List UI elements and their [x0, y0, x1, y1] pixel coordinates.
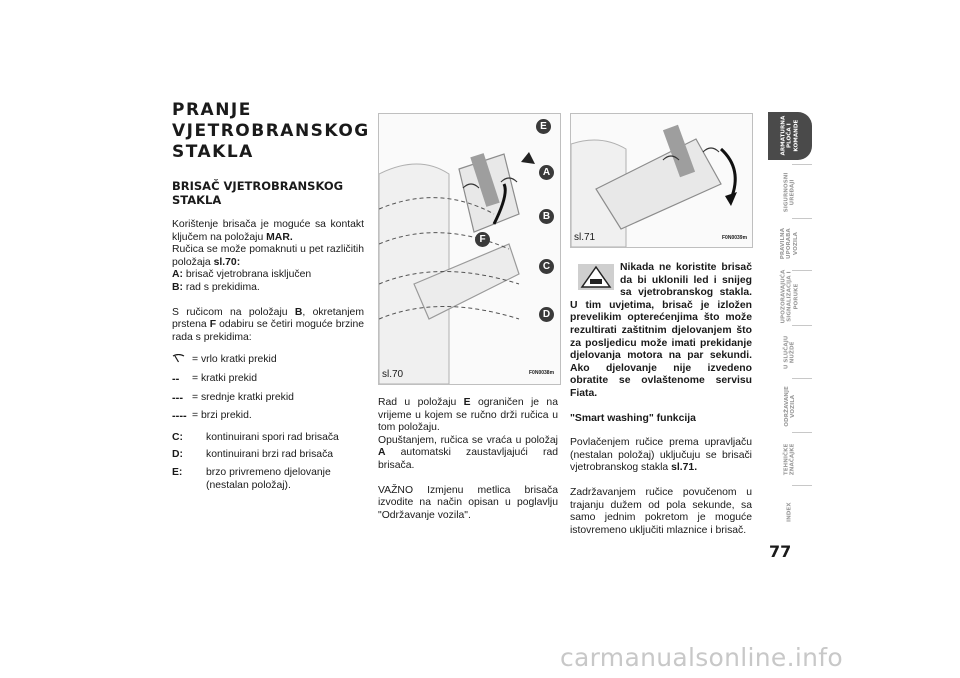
figure-label: sl.71 [574, 232, 596, 243]
position-text: brzo privremeno djelovanje (nestalan položaj). [206, 466, 331, 491]
text: , okretanjem prstena [172, 306, 364, 331]
tab-tehnicke-znacajke[interactable] [768, 435, 812, 483]
tab-odrzavanje-vozila[interactable] [768, 382, 812, 430]
text: odabiru se četiri moguće brzine rada s prekidima: [172, 319, 364, 343]
marker-e: E [536, 119, 551, 134]
speed-item [172, 410, 364, 423]
smart-washing-title: "Smart washing" funkcija [570, 412, 696, 424]
marker-a: A [539, 165, 554, 180]
smart-washing-paragraph [570, 437, 752, 475]
watermark: carmanualsonline.info [560, 643, 843, 672]
intro-paragraph [172, 219, 364, 295]
subsection-title [172, 179, 364, 207]
marker-b: B [539, 209, 554, 224]
tab-index[interactable] [768, 488, 812, 536]
tab-armaturna-ploca[interactable] [768, 112, 812, 160]
important-note: VAŽNO Izmjenu metlica brisača izvodite na način opisan u poglavlju "Održavanje vozila". [378, 484, 558, 521]
marker-d: D [539, 307, 554, 322]
figure-ref: sl.71. [671, 462, 698, 474]
figure-70 [378, 113, 561, 385]
speed-text: = kratki prekid [192, 372, 257, 384]
position-item [172, 432, 364, 445]
text: Opuštanjem, ručica se vraća u položaj [378, 434, 558, 446]
tab-upozoravajuca-signalizacija[interactable] [768, 270, 812, 324]
text: Korištenje brisača je moguće sa kontakt ključem na položaju [172, 219, 364, 243]
subsection-title-line: BRISAČ VJETROBRANSKOG [172, 179, 344, 193]
position-item [172, 467, 364, 492]
figure-code: F0N0039m [722, 235, 748, 241]
tab-label: TEHNIČKE ZNAČAJKE [783, 443, 796, 475]
tab-label: INDEX [786, 502, 793, 522]
speed-symbol: ---- [172, 410, 187, 423]
warning-icon [578, 264, 614, 290]
position-item [172, 449, 364, 462]
tab-label: SIGURNOSNI UREĐAJI [783, 172, 796, 212]
text: brisač vjetrobrana isključen [182, 269, 312, 281]
text: Povlačenjem ručice prema upravljaču (nestalan položaj) uključuju se brisači vjetrobranskog stakla [570, 437, 752, 474]
position-key: A [378, 447, 386, 459]
ring-paragraph [172, 307, 364, 345]
position-e-paragraph [378, 397, 558, 473]
tab-label: UPOZORAVAJUĆA SIGNALIZACIJA I PORUKE [780, 270, 800, 324]
figure-ref: sl.70: [213, 256, 241, 268]
section-title-line: PRANJE [172, 100, 252, 120]
main-text-column [172, 100, 370, 497]
position-key: B [294, 306, 303, 318]
tab-label: ODRŽAVANJE VOZILA [783, 385, 796, 427]
figure-code: F0N0038m [529, 370, 555, 376]
figure-label: sl.70 [382, 369, 404, 380]
page-number: 77 [769, 542, 792, 561]
position-key: D: [172, 449, 183, 461]
marker-c: C [539, 259, 554, 274]
position-key: A: [172, 269, 183, 281]
tab-label: U SLUČAJU NUŽDE [783, 335, 796, 369]
position-text: kontinuirani brzi rad brisača [206, 449, 334, 461]
speed-text: = vrlo kratki prekid [192, 354, 277, 366]
right-text-column [570, 262, 752, 537]
speed-item [172, 354, 364, 367]
position-key: B: [172, 281, 183, 293]
text: ograničen je na vrijeme u kojem se ručno drži ručica u tom položaju. [378, 397, 558, 434]
position-key: E: [172, 466, 183, 478]
tab-label: PRAVILNA UPORABA VOZILA [780, 228, 800, 260]
key-position: MAR. [266, 231, 293, 243]
text: automatski zaustavljajući rad brisača. [378, 447, 558, 471]
speed-text: = brzi prekid. [192, 410, 252, 422]
tab-sigurnosni-uredaji[interactable] [768, 168, 812, 216]
section-title-line: VJETROBRANSKOG [172, 121, 370, 141]
speed-symbol: -- [172, 372, 180, 385]
speed-item [172, 373, 364, 386]
tab-u-slucaju-nuzde[interactable] [768, 328, 812, 376]
marker-f: F [475, 232, 490, 247]
speed-item [172, 392, 364, 405]
subsection-title-line: STAKLA [172, 193, 222, 207]
wiper-icon [172, 354, 192, 367]
smart-washing-paragraph-2: Zadržavanjem ručice povučenom u trajanju dužem od pola sekunde, sa samo jednim pokretom je moguće istovremeno uključiti mlaznice i brisač. [570, 486, 752, 536]
wiper-stalk-pull-illustration [571, 114, 752, 247]
position-text: kontinuirani spori rad brisača [206, 431, 339, 443]
tab-pravilna-uporaba[interactable] [768, 220, 812, 268]
speed-symbol: --- [172, 391, 183, 404]
text: Rad u položaju [378, 397, 464, 408]
position-key: E [463, 397, 471, 408]
speed-text: = srednje kratki prekid [192, 391, 294, 403]
figure-71 [570, 113, 753, 248]
text: Ručica se može pomaknuti u pet različitih položaja [172, 244, 364, 268]
section-title [172, 100, 370, 163]
ring-key: F [209, 319, 217, 331]
middle-text-column [378, 397, 558, 522]
position-key: C: [172, 431, 183, 443]
section-title-line: STAKLA [172, 142, 254, 162]
warning-text: Nikada ne koristite brisač da bi uklonili led i snijeg sa vjetrobranskog stakla. U tim uvjetima, brisač je izložen prevelikim opterećenjima što može rezultirati zaštitnim djelovanjem što za posljedicu može imati prekidanje djelovanja motora na par sekundi. Ako djelovanje nije izvedeno obratite se ovlaštenome servisu Fiata. [570, 262, 752, 399]
text: S ručicom na položaju [172, 306, 295, 318]
wiper-stalk-illustration [379, 114, 560, 384]
tab-label: ARMATURNA PLOČA I KOMANDE [780, 116, 800, 156]
text: rad s prekidima. [182, 281, 260, 293]
